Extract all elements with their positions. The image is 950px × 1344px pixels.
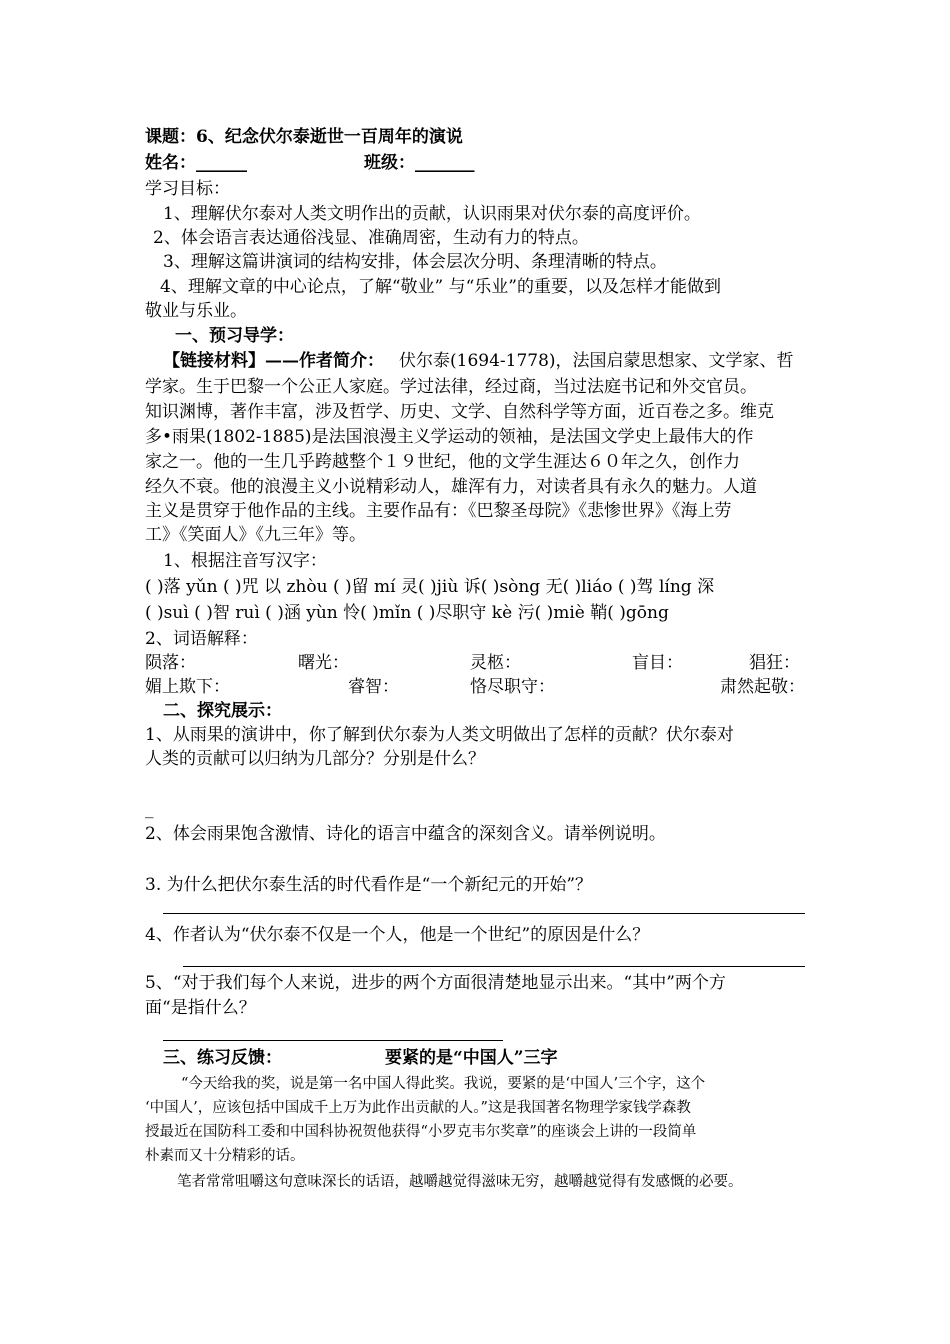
- objective-item: 2、体会语言表达通俗浅显、准确周密，生动有力的特点。: [153, 228, 589, 248]
- question-1-line: 人类的贡献可以归纳为几部分？分别是什么？: [145, 749, 485, 769]
- objective-item: 敬业与乐业。: [145, 301, 247, 321]
- vocab-term: 媚上欺下：: [145, 677, 230, 697]
- question-2: 2、体会雨果饱含激情、诗化的语言中蕴含的深刻含义。请举例说明。: [145, 824, 666, 844]
- article-paragraph-line: 授最近在国防科工委和中国科协祝贺他获得“小罗克韦尔奖章”的座谈会上讲的一段简单: [145, 1124, 697, 1140]
- objective-item: 3、理解这篇讲演词的结构安排，体会层次分明、条理清晰的特点。: [163, 252, 667, 272]
- class-field-label: 班级：_______: [364, 153, 475, 173]
- question-1-line: 1、从雨果的演讲中，你了解到伏尔泰为人类文明做出了怎样的贡献？伏尔泰对: [145, 725, 734, 745]
- question-4: 4、作者认为“伏尔泰不仅是一个人，他是一个世纪”的原因是什么？: [145, 925, 650, 945]
- material-line: 知识渊博，著作丰富，涉及哲学、历史、文学、自然科学等方面，近百卷之多。维克: [145, 402, 774, 422]
- question-5-line: 面“是指什么？: [145, 998, 256, 1018]
- vocab-term: 猖狂：: [749, 653, 800, 673]
- material-label: 【链接材料】——作者简介：: [163, 351, 384, 371]
- preview-heading: 一、预习导学：: [175, 326, 294, 346]
- material-line: 多•雨果(1802-1885)是法国浪漫主义学运动的领袖，是法国文学史上最伟大的作: [145, 427, 754, 447]
- article-paragraph-line: ‘中国人’，应该包括中国成千上万为此作出贡献的人。”这是我国著名物理学家钱学森教: [145, 1100, 691, 1116]
- explore-heading: 二、探究展示：: [163, 701, 282, 721]
- vocab-term: 曙光：: [298, 653, 349, 673]
- objective-item: 1、理解伏尔泰对人类文明作出的贡献，认识雨果对伏尔泰的高度评价。: [163, 204, 701, 224]
- vocab-term: 灵柩：: [470, 653, 521, 673]
- article-paragraph-2: 笔者常常咀嚼这句意味深长的话语，越嚼越觉得滋味无穷，越嚼越觉得有发感慨的必要。: [177, 1174, 743, 1190]
- question-3: 3. 为什么把伏尔泰生活的时代看作是“一个新纪元的开始”？: [145, 875, 593, 895]
- answer-line: [163, 1040, 503, 1041]
- answer-line: [163, 913, 805, 914]
- answer-blank-mark: _: [145, 799, 154, 819]
- material-line: 主义是贯穿于他作品的主线。主要作品有：《巴黎圣母院》《悲惨世界》《海上劳: [145, 501, 732, 521]
- name-field-label: 姓名：______: [145, 153, 247, 173]
- material-line: 工》《笑面人》《九三年》等。: [145, 525, 366, 545]
- article-title: 要紧的是“中国人”三字: [385, 1048, 558, 1068]
- article-paragraph-line: “今天给我的奖，说是第一名中国人得此奖。我说，要紧的是‘中国人’三个字，这个: [181, 1076, 706, 1092]
- objective-item: 4、理解文章的中心论点，了解“敬业” 与“乐业”的重要，以及怎样才能做到: [160, 277, 721, 297]
- pinyin-exercise-line: ( )落 yǔn ( )咒 以 zhòu ( )留 mí 灵( )jiù 诉( )sòng 无( )liáo ( )驾 líng 深: [145, 577, 715, 597]
- vocab-term: 盲目：: [632, 653, 683, 673]
- article-paragraph-line: 朴素而又十分精彩的话。: [145, 1148, 305, 1164]
- objectives-heading: 学习目标：: [145, 179, 230, 199]
- question-5-line: 5、“对于我们每个人来说，进步的两个方面很清楚地显示出来。“其中”两个方: [145, 973, 726, 993]
- answer-line: [183, 966, 805, 967]
- lesson-title: 课题：6、纪念伏尔泰逝世一百周年的演说: [145, 127, 463, 147]
- vocab-term: 恪尽职守：: [470, 677, 555, 697]
- vocab-heading: 2、词语解释：: [145, 629, 258, 649]
- vocab-term: 肃然起敬：: [720, 677, 805, 697]
- pinyin-exercise-line: ( )suì ( )智 ruì ( )涵 yùn 怜( )mǐn ( )尽职守 kè 污( )miè 鞘( )gōng: [145, 603, 669, 623]
- material-line: 经久不衰。他的浪漫主义小说精彩动人，雄浑有力，对读者具有永久的魅力。人道: [145, 477, 757, 497]
- material-line: 伏尔泰(1694-1778)，法国启蒙思想家、文学家、哲: [399, 351, 794, 371]
- material-line: 家之一。他的一生几乎跨越整个１９世纪，他的文学生涯达６０年之久，创作力: [145, 452, 740, 472]
- practice-heading: 三、练习反馈：: [163, 1048, 282, 1068]
- vocab-term: 陨落：: [145, 653, 196, 673]
- material-line: 学家。生于巴黎一个公正人家庭。学过法律，经过商，当过法庭书记和外交官员。: [145, 377, 757, 397]
- vocab-term: 睿智：: [348, 677, 399, 697]
- pinyin-heading: 1、根据注音写汉字：: [163, 551, 327, 571]
